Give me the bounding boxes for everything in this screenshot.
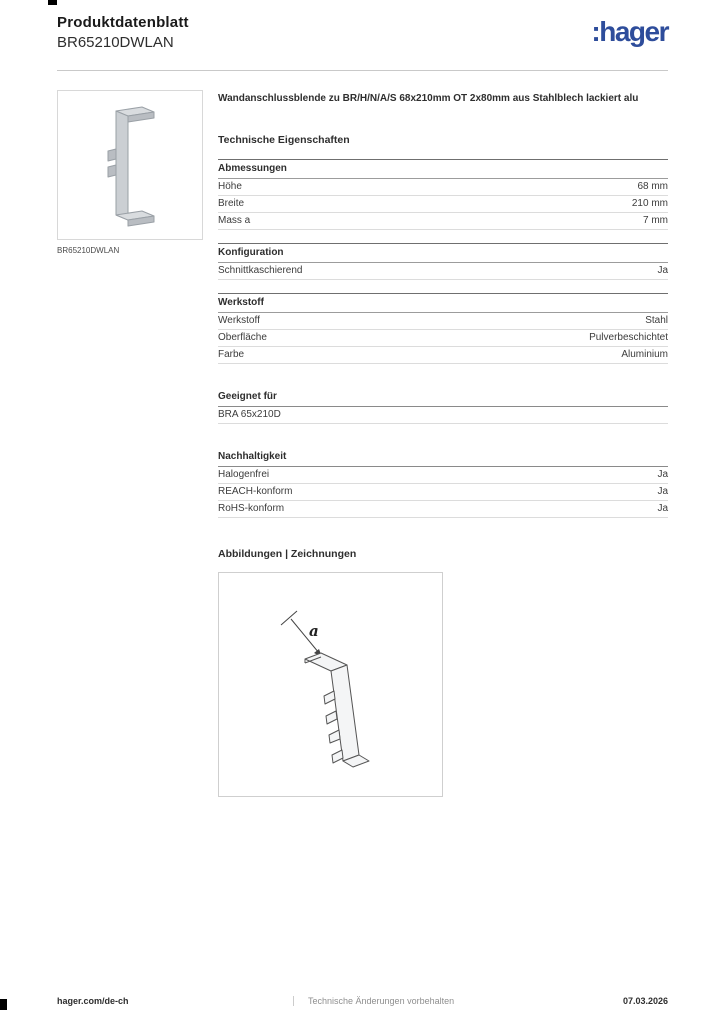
product-title: Wandanschlussblende zu BR/H/N/A/S 68x210mm OT 2x80mm aus Stahlblech lackiert alu — [218, 93, 639, 104]
content-area — [57, 90, 668, 797]
group-geeignet-fuer — [218, 388, 668, 424]
group-werkstoff — [218, 293, 668, 364]
print-mark-bottom — [0, 999, 7, 1010]
spec-label: Oberfläche — [218, 332, 267, 343]
spec-row — [218, 407, 668, 424]
spec-label: Breite — [218, 198, 245, 209]
group-title: Abmessungen — [218, 159, 668, 179]
spec-label: Mass a — [218, 215, 251, 226]
doc-type-title: Produktdatenblatt — [57, 14, 189, 31]
dimension-label: a — [309, 621, 319, 640]
spec-label: BRA 65x210D — [218, 409, 281, 420]
group-nachhaltigkeit — [218, 448, 668, 518]
group-title: Nachhaltigkeit — [218, 448, 668, 467]
spec-value: Ja — [657, 486, 668, 497]
product-bracket-illustration — [58, 91, 202, 239]
footer-date: 07.03.2026 — [622, 996, 668, 1006]
spec-column — [218, 90, 668, 797]
spec-row — [218, 213, 668, 230]
footer-notice: Technische Änderungen vorbehalten — [293, 996, 454, 1006]
spec-value: Ja — [657, 265, 668, 276]
spec-label: Halogenfrei — [218, 469, 270, 480]
group-title: Konfiguration — [218, 243, 668, 263]
spec-value: 210 mm — [631, 198, 668, 209]
spec-label: RoHS-konform — [218, 503, 285, 514]
spec-row — [218, 484, 668, 501]
spec-label: REACH-konform — [218, 486, 293, 497]
profile-drawing — [219, 573, 442, 796]
group-title: Werkstoff — [218, 293, 668, 313]
spec-value: 68 mm — [637, 181, 668, 192]
spec-row — [218, 347, 668, 364]
header-divider — [57, 70, 668, 71]
page-footer — [57, 996, 668, 1008]
header-titles — [57, 14, 189, 51]
spec-row — [218, 263, 668, 280]
group-title: Geeignet für — [218, 388, 668, 407]
technical-drawing — [218, 572, 443, 797]
spec-row — [218, 501, 668, 518]
spec-value: Pulverbeschichtet — [589, 332, 668, 343]
spec-value: 7 mm — [643, 215, 668, 226]
product-image-column — [57, 90, 203, 797]
spec-row — [218, 313, 668, 330]
spec-value: Ja — [657, 469, 668, 480]
spec-row — [218, 330, 668, 347]
spec-label: Werkstoff — [218, 315, 260, 326]
drawings-heading: Abbildungen | Zeichnungen — [218, 547, 357, 560]
spec-row — [218, 179, 668, 196]
spec-value: Stahl — [645, 315, 668, 326]
spec-label: Schnittkaschierend — [218, 265, 303, 276]
print-mark-top — [48, 0, 57, 5]
group-konfiguration — [218, 243, 668, 280]
spec-row — [218, 467, 668, 484]
spec-row — [218, 196, 668, 213]
group-abmessungen — [218, 159, 668, 230]
page-header — [57, 14, 668, 51]
spec-label: Farbe — [218, 349, 245, 360]
spec-value: Aluminium — [621, 349, 668, 360]
spec-label: Höhe — [218, 181, 242, 192]
footer-website: hager.com/de-ch — [57, 996, 129, 1006]
spec-value: Ja — [657, 503, 668, 514]
hager-logo: :hager — [591, 16, 668, 47]
product-id: BR65210DWLAN — [57, 34, 174, 51]
product-image — [57, 90, 203, 240]
tech-properties-heading: Technische Eigenschaften — [218, 133, 350, 146]
product-image-caption: BR65210DWLAN — [57, 246, 120, 255]
